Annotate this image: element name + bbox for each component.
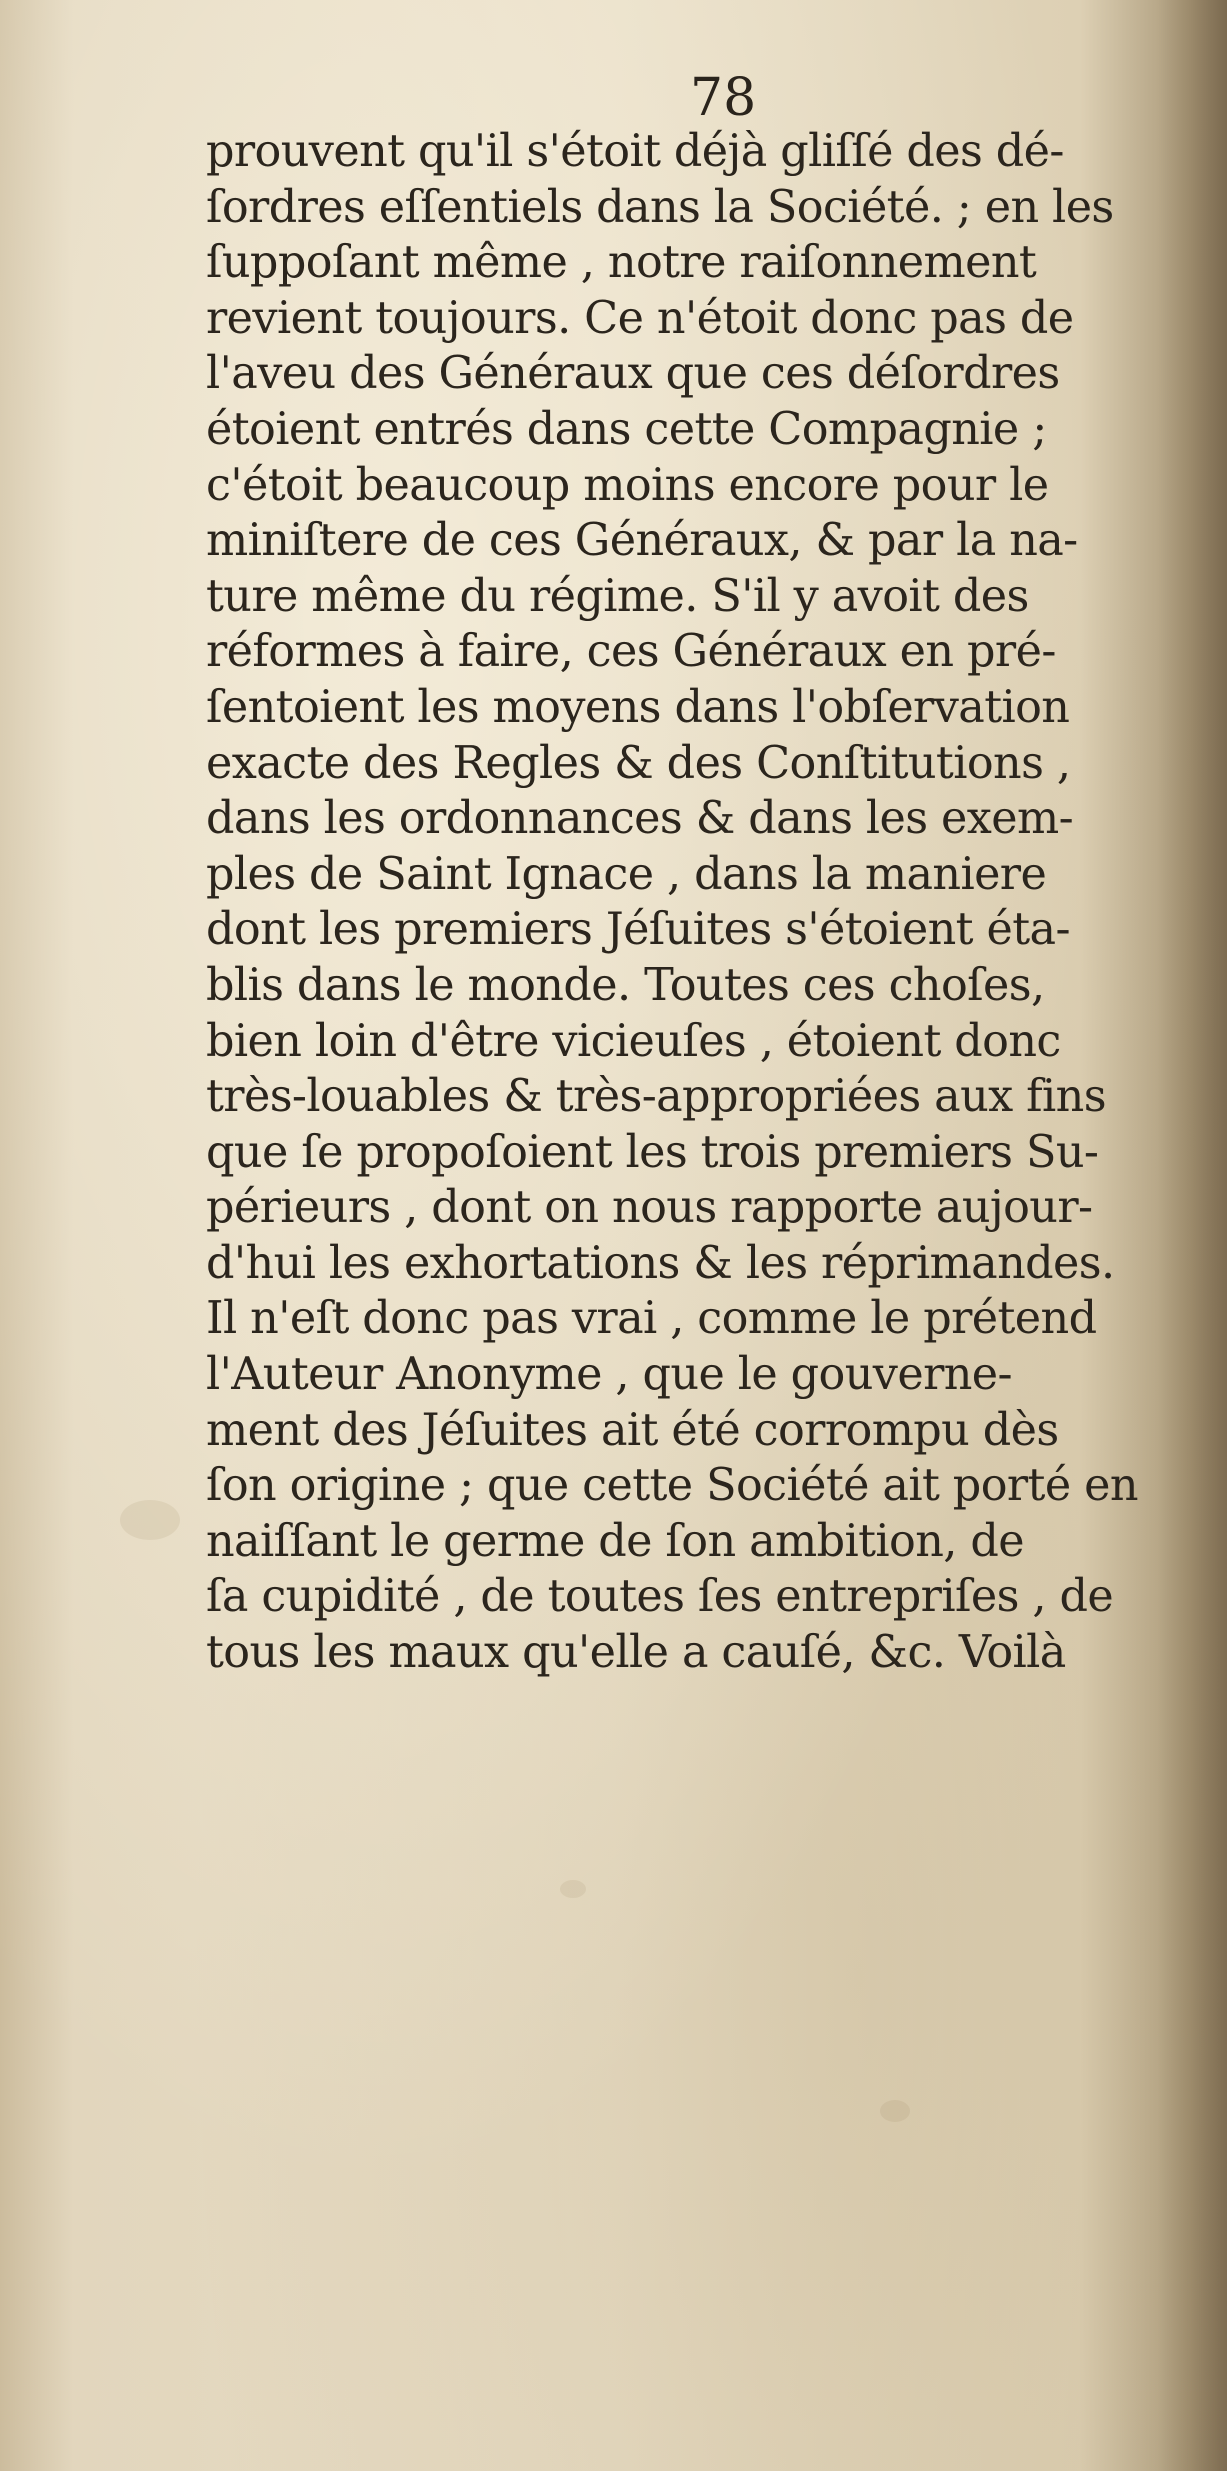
text-line: bien loin d'être vicieuſes , étoient donc (206, 1015, 1061, 1067)
paper-stain (880, 2100, 910, 2122)
text-line: étoient entrés dans cette Compagnie ; (206, 403, 1047, 455)
text-line: dans les ordonnances & dans les exem- (206, 793, 1074, 845)
text-line: ſa cupidité , de toutes ſes entrepriſes , de (206, 1571, 1114, 1623)
text-line: miniſtere de ces Généraux, & par la na- (206, 515, 1078, 567)
text-line: ples de Saint Ignace , dans la maniere (206, 848, 1047, 900)
text-line: naiſſant le germe de ſon ambition, de (206, 1515, 1025, 1567)
text-line: ment des Jéſuites ait été corrompu dès (206, 1404, 1059, 1456)
text-line: ture même du régime. S'il y avoit des (206, 570, 1029, 622)
text-line: périeurs , dont on nous rapporte aujour- (206, 1182, 1093, 1234)
text-line: revient toujours. Ce n'étoit donc pas de (206, 292, 1074, 344)
text-line: tous les maux qu'elle a cauſé, &c. Voilà (206, 1627, 1066, 1679)
text-line: ſon origine ; que cette Société ait porté en (206, 1460, 1138, 1512)
text-line: ſuppoſant même , notre raiſonnement (206, 237, 1037, 289)
text-line: d'hui les exhortations & les réprimandes. (206, 1237, 1115, 1289)
text-line: ſordres eſſentiels dans la Société. ; en les (206, 181, 1114, 233)
text-line: l'aveu des Généraux que ces déſordres (206, 348, 1060, 400)
text-line: c'étoit beaucoup moins encore pour le (206, 459, 1049, 511)
text-line: Il n'eſt donc pas vrai , comme le prétend (206, 1293, 1097, 1345)
text-line: ſentoient les moyens dans l'obſervation (206, 681, 1070, 733)
paper-stain (120, 1500, 180, 1540)
text-line: prouvent qu'il s'étoit déjà gliſſé des dé- (206, 126, 1064, 177)
text-line: l'Auteur Anonyme , que le gouverne- (206, 1349, 1012, 1401)
page-number: 78 (690, 68, 757, 128)
text-line: que ſe propoſoient les trois premiers Su- (206, 1126, 1099, 1178)
text-line: blis dans le monde. Toutes ces choſes, (206, 959, 1045, 1011)
text-line: exacte des Regles & des Conſtitutions , (206, 737, 1071, 789)
text-line: très-louables & très-appropriées aux fins (206, 1071, 1106, 1123)
text-line: dont les premiers Jéſuites s'étoient éta- (206, 904, 1070, 956)
body-text (206, 124, 1206, 1681)
text-line: réformes à faire, ces Généraux en pré- (206, 626, 1056, 678)
paper-stain (560, 1880, 586, 1898)
